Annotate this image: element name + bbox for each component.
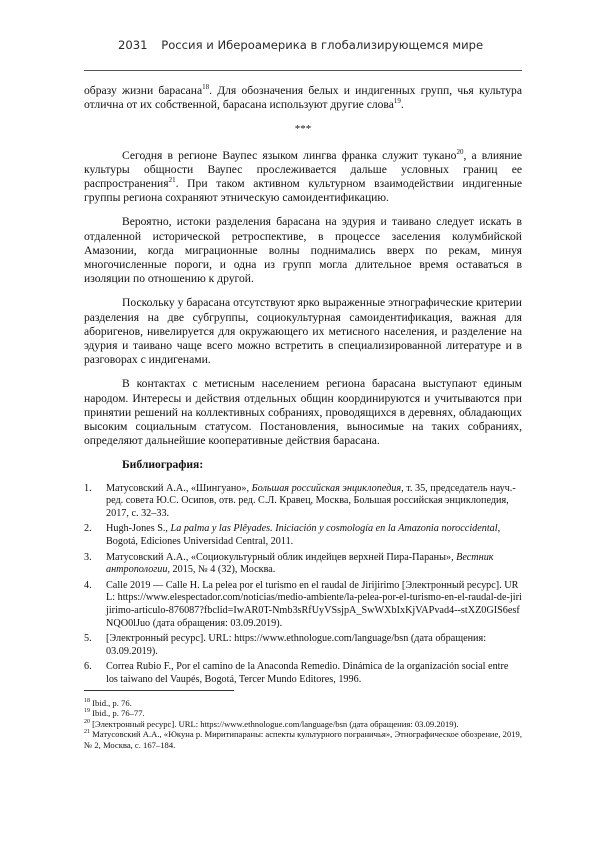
footnote-ref-21[interactable]: 21: [168, 176, 176, 185]
footnote-18: $^{18}$ Ibid., p. 76.: [84, 698, 132, 708]
paragraph-4: Поскольку у барасана отсутствуют ярко выраженные этнографические критерии разделения на две субгруппы, социокультурная самоидентификация, важная для аборигенов, нивелируется для окружающего их метисного населения, и разделение на эдурия и таивано чаще всего можно встретить в специализированной литературе и в разговорах с индигенами.: [84, 296, 522, 367]
footnotes: [84, 698, 522, 750]
footnote-ref-19[interactable]: 19: [393, 97, 401, 106]
body-text: [84, 84, 522, 690]
footnote-ref-18[interactable]: 18: [202, 83, 210, 92]
page-number: 2031: [118, 38, 148, 52]
paragraph-2: Сегодня в регионе Ваупес языком лингва франка служит тукано$^{20}$, а влияние культуры общности Ваупес прослеживается дальше условных границ ее распространения$^{21}$. При таком активном культурном взаимодействии индигенные группы региона сохраняют этническую самоидентификацию.: [84, 147, 522, 205]
bibliography-item[interactable]: 5. [Электронный ресурс]. URL: https://www.ethnologue.com/language/bsn (дата обращения: 03.09.2019).: [84, 633, 487, 657]
running-header: [118, 38, 483, 52]
bibliography-item: 1. Матусовский А.А., «Шингуано», Большая российская энциклопедия, т. 35, председатель науч.-ред. совета Ю.С. Осипов, отв. ред. С.Л. Кравец, Москва, Большая российская энциклопедия, 2017, с. 32–33.: [84, 482, 516, 519]
footnote-rule: [84, 690, 234, 691]
footnote-21: $^{21}$ Матусовский А.А., «Юкуна р. Миритипараны: аспекты культурного пограничья», Этнографическое обозрение, 2019, № 2, Москва, с. 167–184.: [84, 729, 522, 750]
footnote-ref-20[interactable]: 20: [456, 147, 464, 156]
running-title: Россия и Ибероамерика в глобализирующемся мире: [161, 38, 484, 52]
paragraph-5: В контактах с метисным населением региона барасана выступают единым народом. Интересы и действия отдельных общин координируются и учитываются при принятии решений на коллективных собраниях, проводящихся в деревнях, обладающих высоким социальным статусом. Постановления, выносимые на таких собраниях, определяют дальнейшие кооперативные действия барасана.: [84, 377, 522, 448]
bibliography-list: [84, 483, 522, 687]
bibliography-item: 6. Correa Rubio F., Por el camino de la Anaconda Remedio. Dinámica de la organización social entre los taiwano del Vaupés, Bogotá, Tercer Mundo Editores, 1996.: [84, 661, 509, 685]
bibliography-item[interactable]: 4. Calle 2019 — Calle H. La pelea por el turismo en el raudal de Jirijirimo [Электронный ресурс]. URL: https://www.elespectador.com/noticias/medio-ambiente/la-pelea-por-el-turismo-en-el-raudal-de-jirijirimo-articulo-876087?fbclid=IwAR0T-Nmb3sRfUyVSsjpA_SwWXbIxKjVAPvad4--stXZ0GIS6esfNQO0lJuo (дата обращения: 03.09.2019).: [84, 579, 522, 629]
section-separator: ***: [294, 123, 312, 136]
footnote-19: $^{19}$ Ibid., p. 76–77.: [84, 708, 145, 719]
footnote-20[interactable]: $^{20}$ [Электронный ресурс]. URL: https://www.ethnologue.com/language/bsn (дата обращения: 03.09.2019).: [84, 718, 459, 729]
header-rule: [84, 70, 522, 71]
bibliography-item: 2. Hugh-Jones S., La palma y las Plêyades. Iniciación y cosmología en la Amazonia noroccidental, Bogotá, Ediciones Universidad Central, 2011.: [84, 523, 501, 548]
bibliography-title: Библиография:: [122, 458, 204, 472]
paragraph-3: Вероятно, истоки разделения барасана на эдурия и таивано следует искать в отдаленной исторической ретроспективе, в процессе заселения колумбийской Амазонии, когда миграционные волны поднимались вверх по рекам, минуя многочисленные пороги, и одна из групп могла длительное время оставаться в изоляции по отношению к другой.: [84, 215, 522, 286]
paragraph-1: образу жизни барасана$^{18}$. Для обозначения белых и индигенных групп, чья культура отлична от их собственной, барасана используют другие слова$^{19}$.: [84, 83, 522, 112]
bibliography-item: 3. Матусовский А.А., «Социокультурный облик индейцев верхней Пира-Параны», Вестник антропологии, 2015, № 4 (32), Москва.: [84, 551, 494, 576]
